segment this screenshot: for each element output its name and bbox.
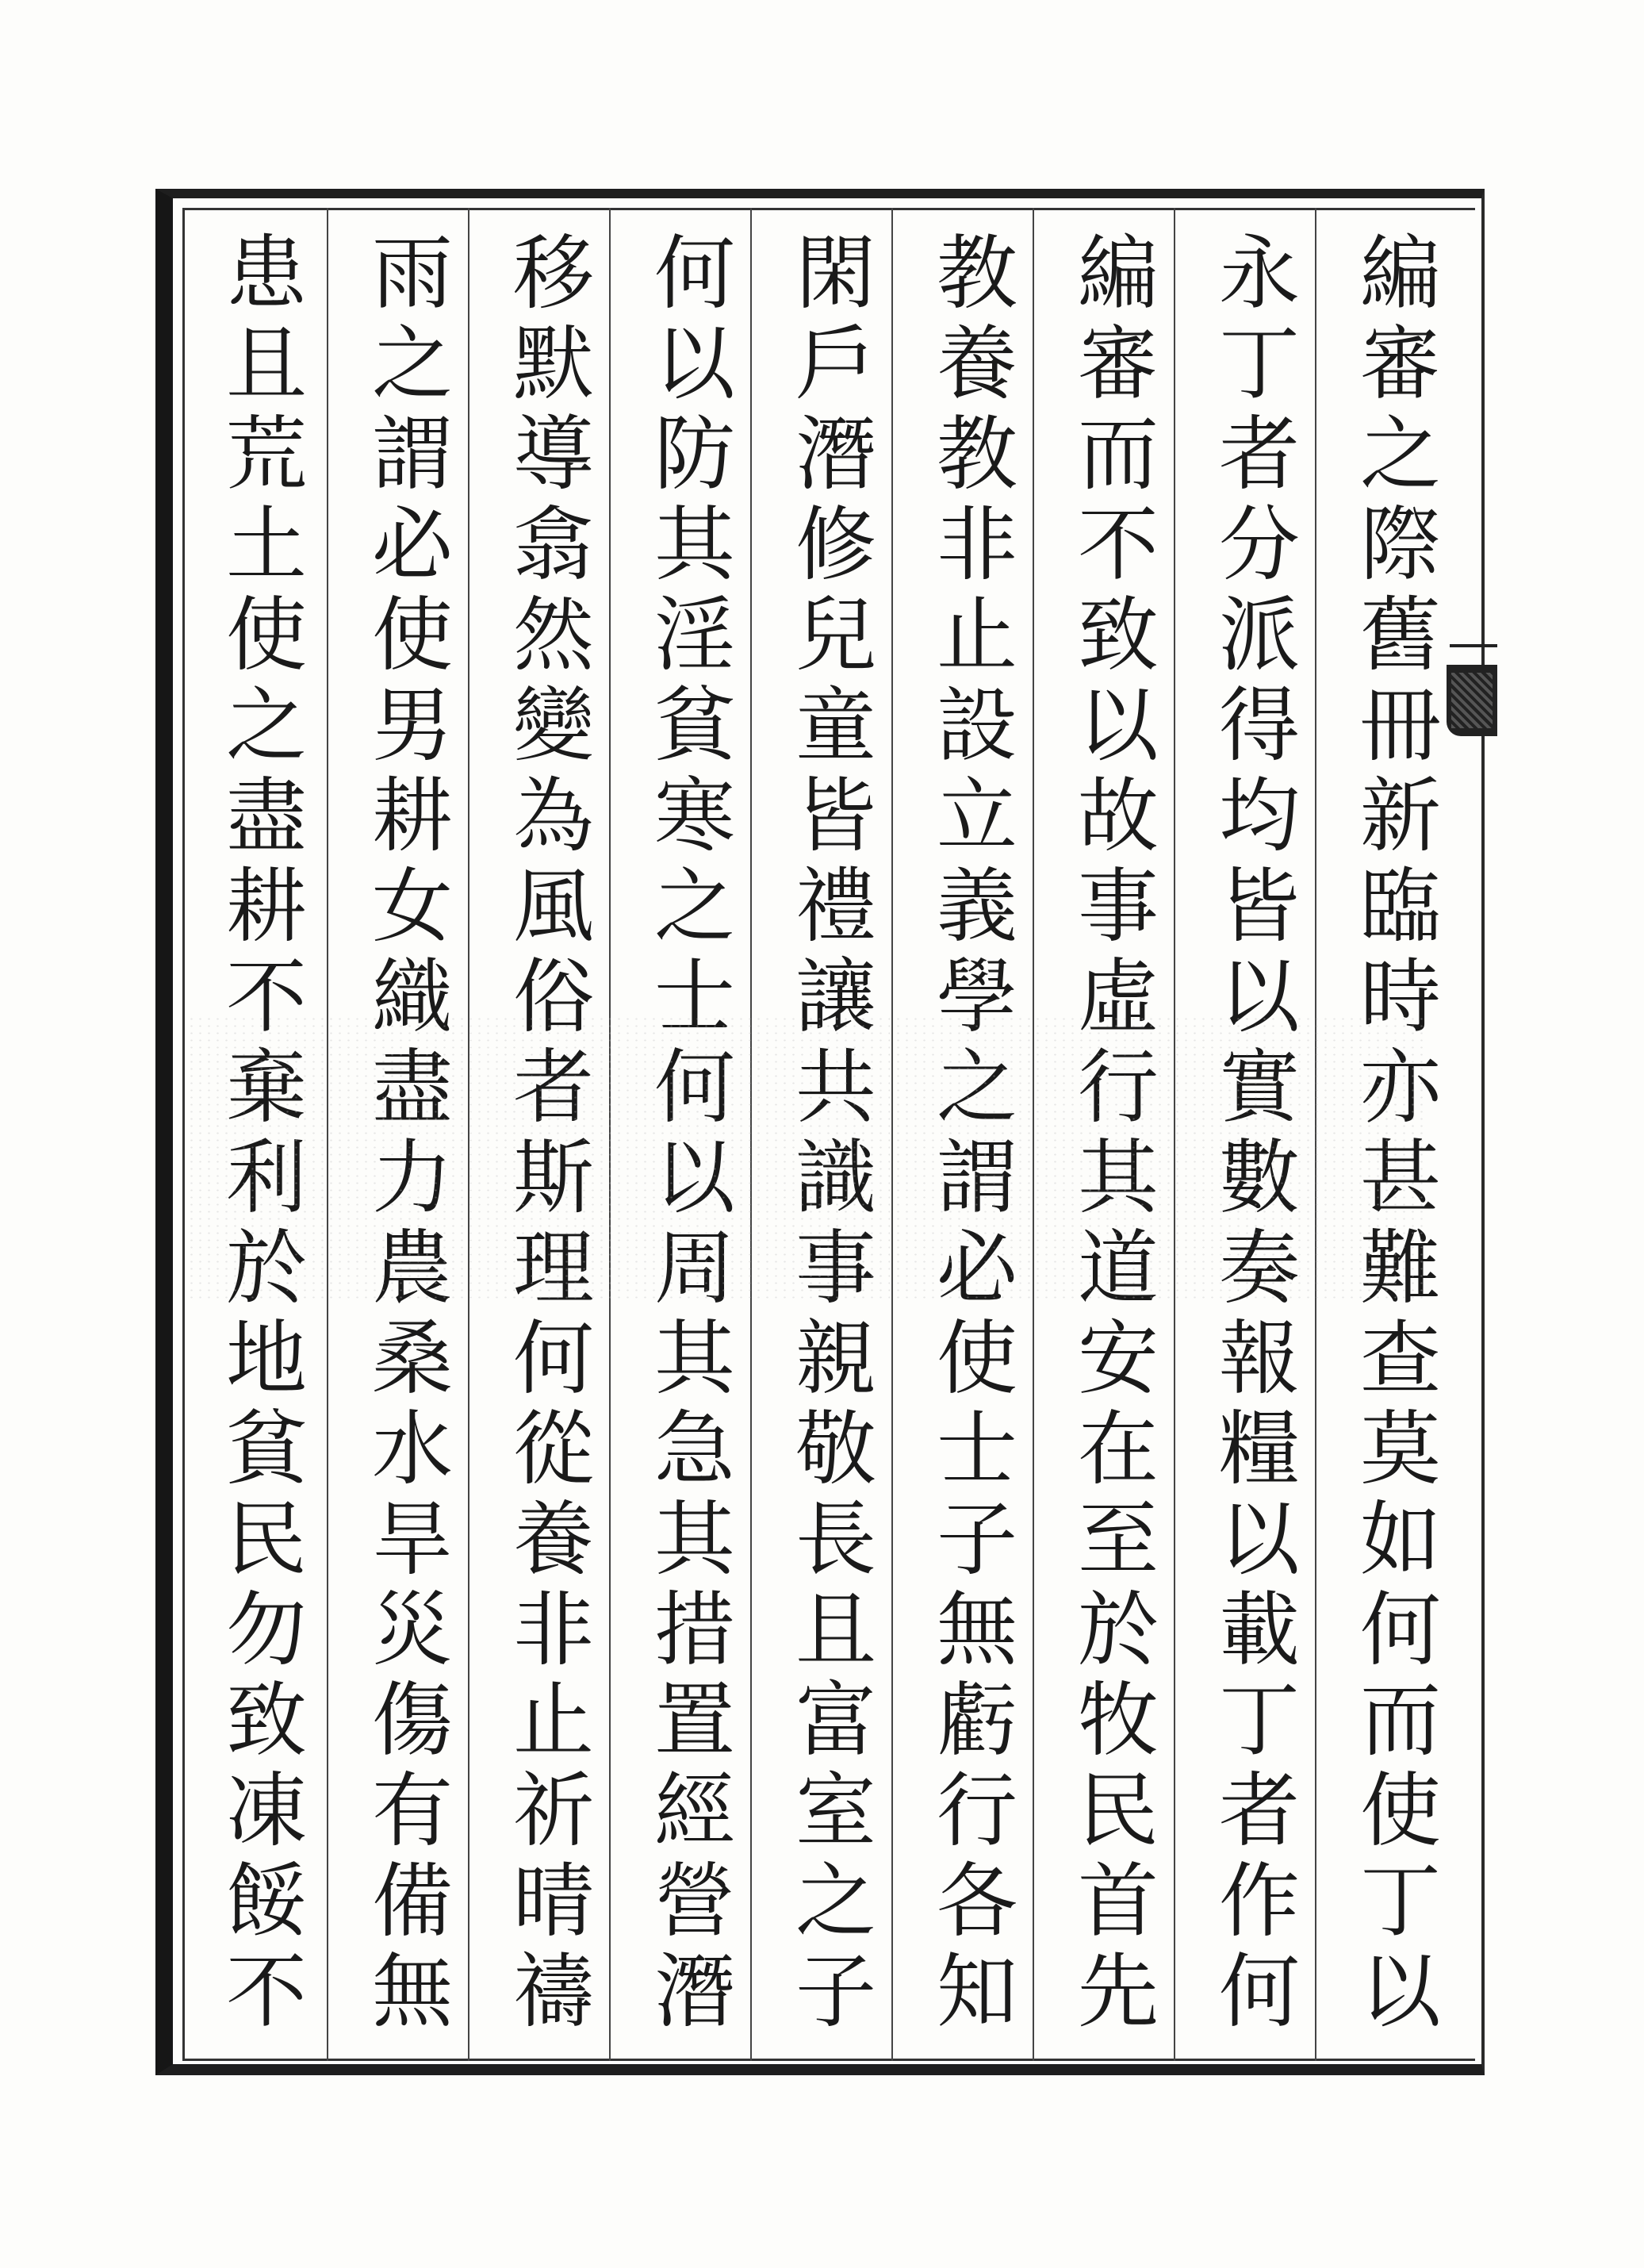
column-text: 患且荒土使之盡耕不棄利於地貧民勿致凍餒不 — [213, 230, 307, 2039]
column-text: 編審之際舊冊新臨時亦甚難查莫如何而使丁以 — [1347, 230, 1441, 2039]
column-text: 雨之謂必使男耕女織盡力農桑水旱災傷有備無 — [358, 230, 453, 2039]
text-column-7 — [479, 230, 614, 2047]
column-text: 永丁者分派得均皆以實數奏報糧以載丁者作何 — [1205, 230, 1300, 2039]
text-column-2 — [1185, 230, 1320, 2047]
text-column-8 — [338, 230, 473, 2047]
text-column-5 — [761, 230, 896, 2047]
column-rule — [327, 208, 328, 2061]
text-column-6 — [620, 230, 755, 2047]
column-text: 移默導翕然變為風俗者斯理何從養非止祈晴禱 — [500, 230, 594, 2039]
text-column-9 — [192, 230, 327, 2047]
column-text: 何以防其淫貧寒之士何以周其急其措置經營潛 — [641, 230, 735, 2039]
text-column-4 — [902, 230, 1037, 2047]
column-text: 編審而不致以故事虛行其道安在至於牧民首先 — [1064, 230, 1159, 2039]
text-column-3 — [1044, 230, 1178, 2047]
text-column-1 — [1326, 230, 1461, 2047]
column-text: 閑戶潛修兒童皆禮讓共識事親敬長且富室之子 — [782, 230, 876, 2039]
column-text: 教養教非止設立義學之謂必使士子無虧行各知 — [923, 230, 1017, 2039]
